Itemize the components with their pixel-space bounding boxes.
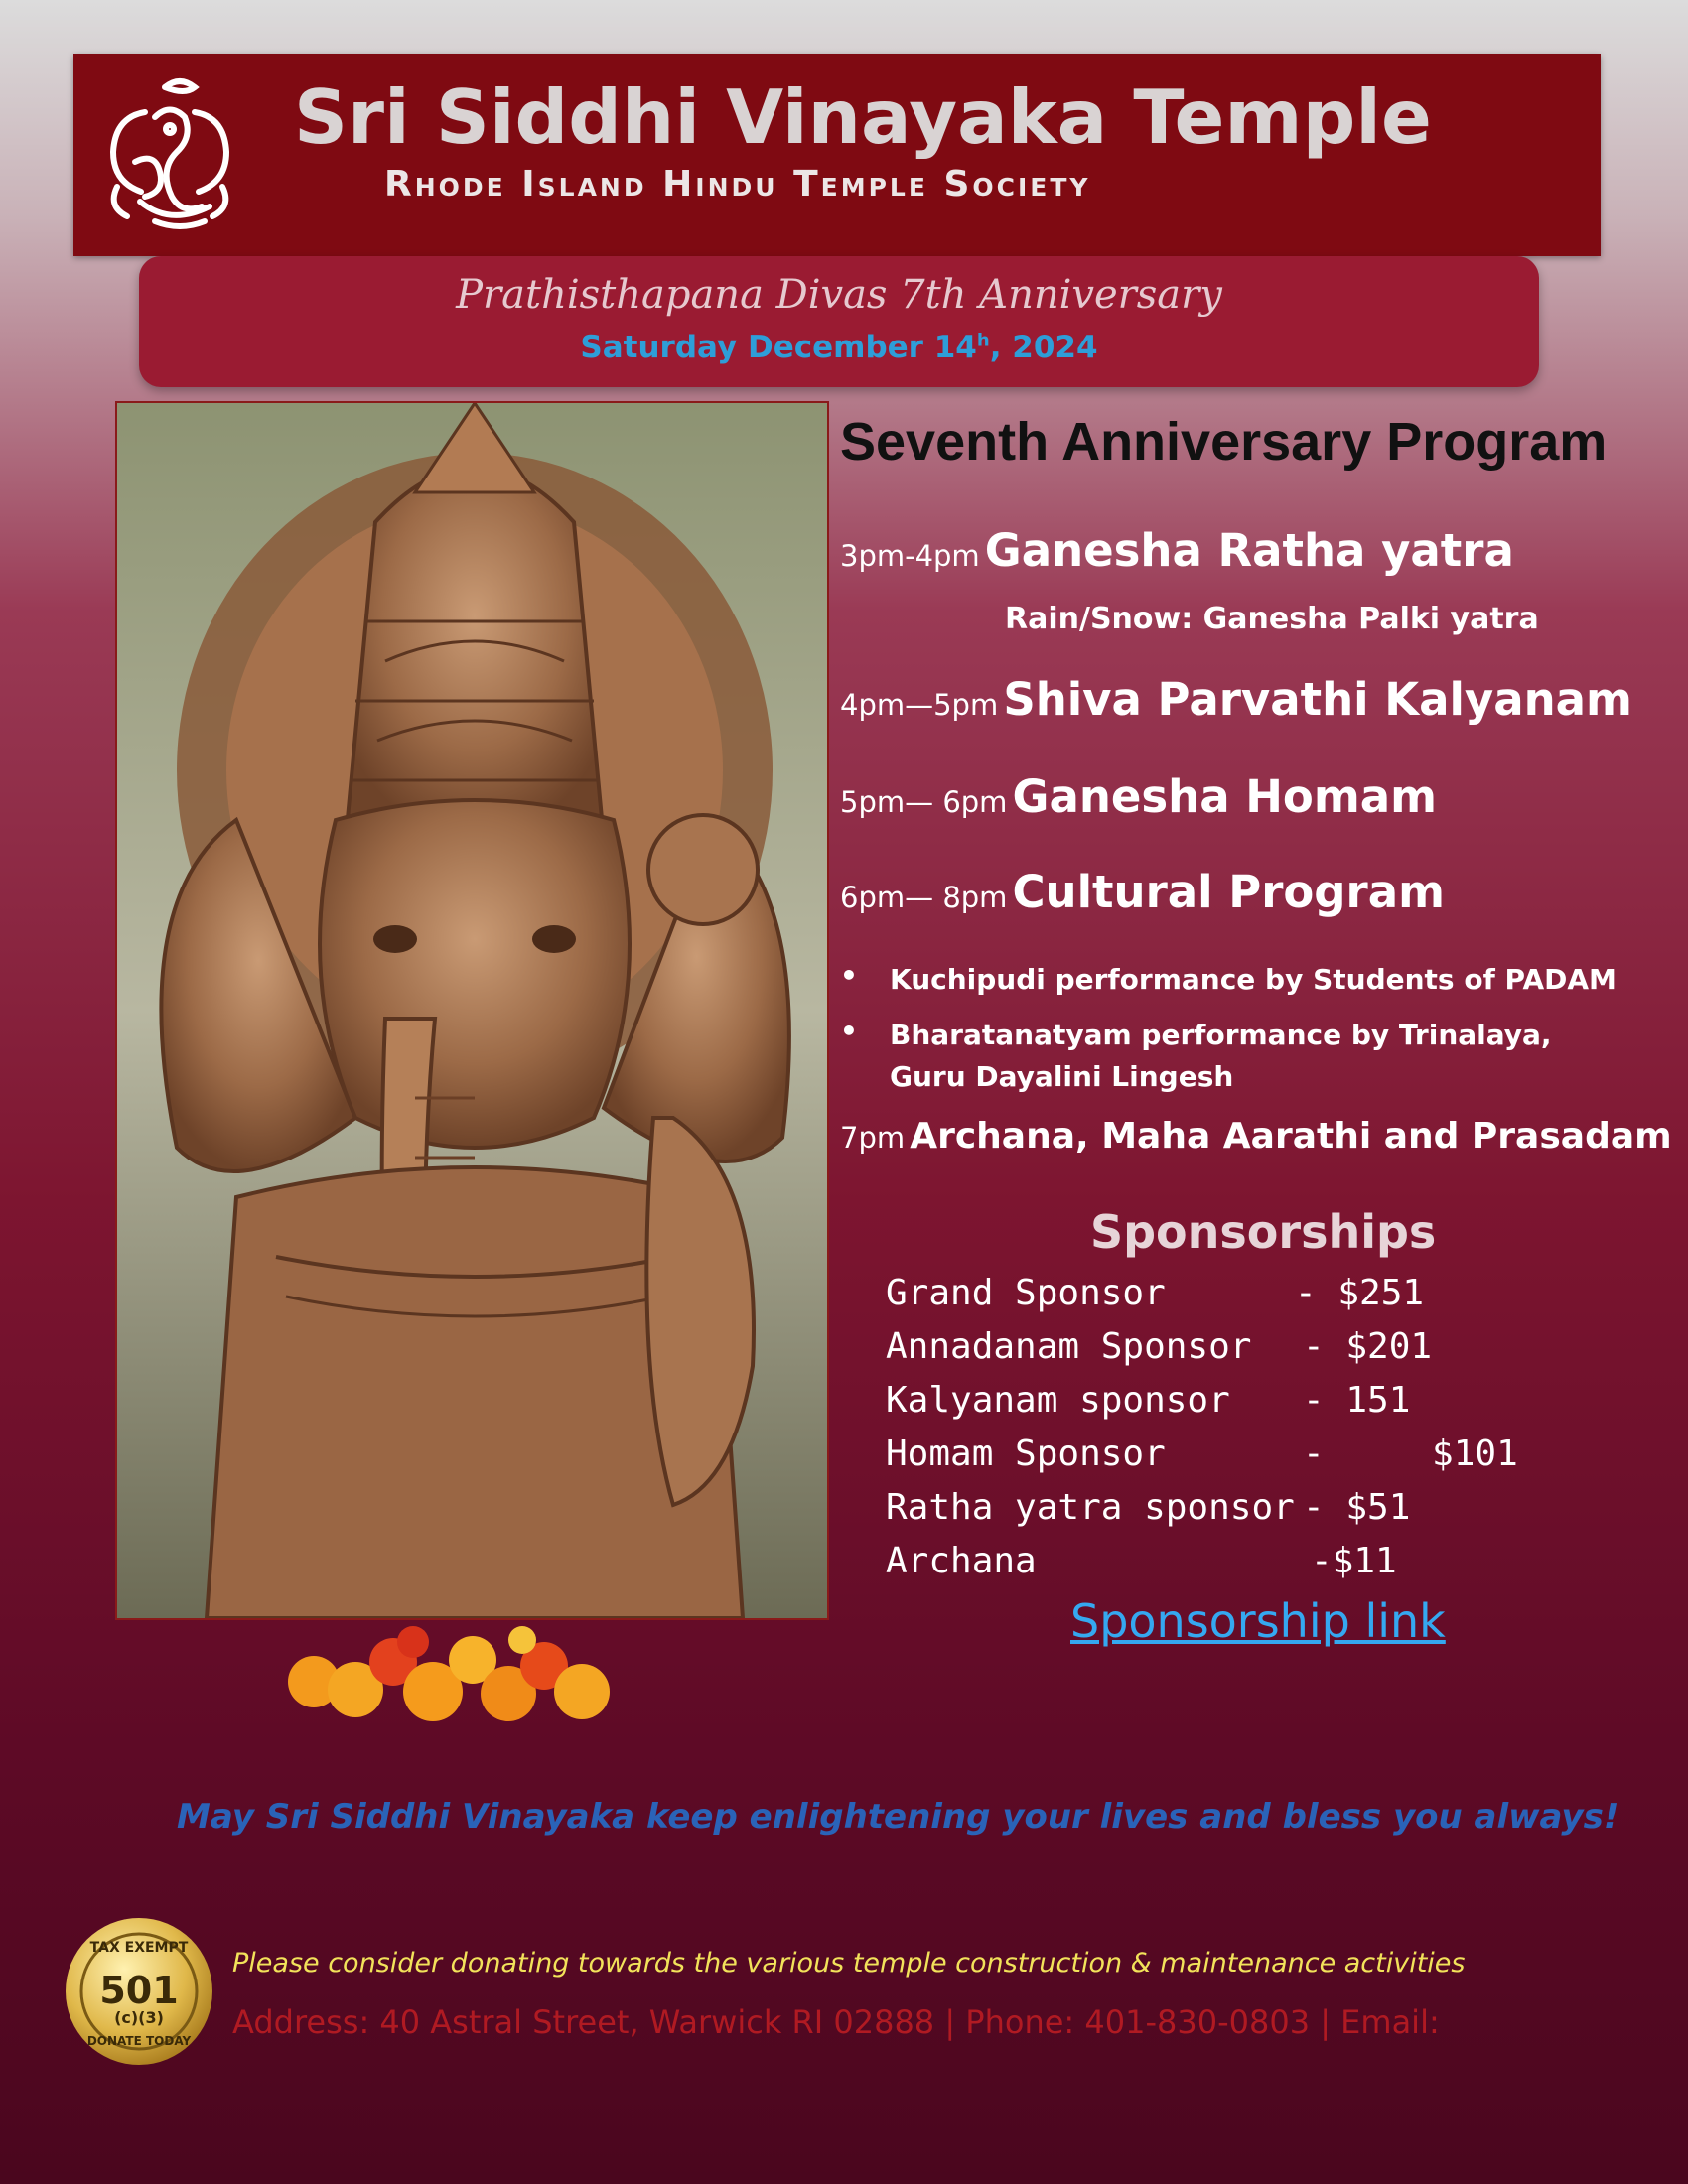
sponsorships-title: Sponsorships [1090,1205,1437,1259]
badge-code: (c)(3) [114,2008,164,2027]
program-item-name: Archana, Maha Aarathi and Prasadam [910,1116,1672,1157]
event-name: Prathisthapana Divas 7th Anniversary [456,272,1222,318]
program-item-time: 6pm— 8pm [840,881,1008,914]
program-item-archana [840,1116,1672,1157]
program-item-time: 3pm-4pm [840,539,980,573]
donate-note: Please consider donating towards the various temple construction & maintenance activities [232,1948,1466,1979]
event-date-main: Saturday December 14 [580,330,977,365]
badge-number: 501 [99,1969,179,2012]
badge-top-text: TAX EXEMPT [89,1940,189,1956]
header-banner [73,54,1601,256]
bullet-dot-icon: • [840,959,858,992]
program-item-name: Ganesha Homam [1012,770,1437,823]
performance-line-2: Guru Dayalini Lingesh [890,1060,1234,1093]
sponsor-tier-name: Ratha yatra sponsor [886,1487,1295,1528]
rain-snow-note: Rain/Snow: Ganesha Palki yatra [1005,602,1539,636]
sponsor-tier-name: Archana [886,1541,1037,1581]
program-item-kalyanam [840,673,1632,726]
temple-title: Sri Siddhi Vinayaka Temple [294,73,1432,161]
sponsor-tier-amount: - $101 [1303,1433,1518,1474]
contact-info: Address: 40 Astral Street, Warwick RI 02888 | Phone: 401-830-0803 | Email: [232,2003,1440,2041]
bullet-dot-icon: • [840,1015,858,1047]
event-banner [139,256,1539,387]
ganesha-logo-icon [95,68,244,241]
sponsor-tier-amount: - $201 [1303,1326,1433,1367]
performance-line: Kuchipudi performance by Students of PADAM [890,963,1617,996]
sponsor-tier-name: Annadanam Sponsor [886,1326,1252,1367]
program-item-time: 4pm—5pm [840,688,999,722]
ganesha-statue-image [117,403,827,1618]
sponsor-tier-amount: - $251 [1295,1273,1425,1313]
sponsor-tier-amount: - $51 [1303,1487,1411,1528]
event-date [139,330,1539,365]
sponsor-tier-amount: -$11 [1311,1541,1397,1581]
program-item-ratha-yatra [840,524,1514,577]
sponsorship-link[interactable]: Sponsorship link [1070,1594,1446,1648]
program-item-name: Shiva Parvathi Kalyanam [1003,673,1632,726]
sponsor-tier-name: Homam Sponsor [886,1433,1166,1474]
program-item-homam [840,770,1437,823]
blessing-message: May Sri Siddhi Vinayaka keep enlightening your lives and bless you always! [177,1797,1619,1837]
tax-exempt-badge-icon [64,1916,214,2067]
sponsor-tier-name: Grand Sponsor [886,1273,1166,1313]
sponsor-tier-amount: - 151 [1303,1380,1411,1421]
program-title: Seventh Anniversary Program [840,412,1608,472]
program-item-name: Cultural Program [1012,866,1445,918]
ganesha-statue-photo [115,401,829,1620]
performance-line: Bharatanatyam performance by Trinalaya, [890,1019,1552,1051]
marigold-flowers-image [284,1622,626,1729]
badge-bottom-text: DONATE TODAY [86,2034,192,2048]
program-item-time: 5pm— 6pm [840,785,1008,819]
event-date-sup: h [976,330,990,351]
program-item-cultural [840,866,1445,918]
event-date-year: , 2024 [989,330,1098,365]
temple-subtitle: Rhode Island Hindu Temple Society [384,164,1091,205]
program-item-time: 7pm [840,1121,906,1155]
program-item-name: Ganesha Ratha yatra [984,524,1514,577]
sponsor-tier-name: Kalyanam sponsor [886,1380,1230,1421]
